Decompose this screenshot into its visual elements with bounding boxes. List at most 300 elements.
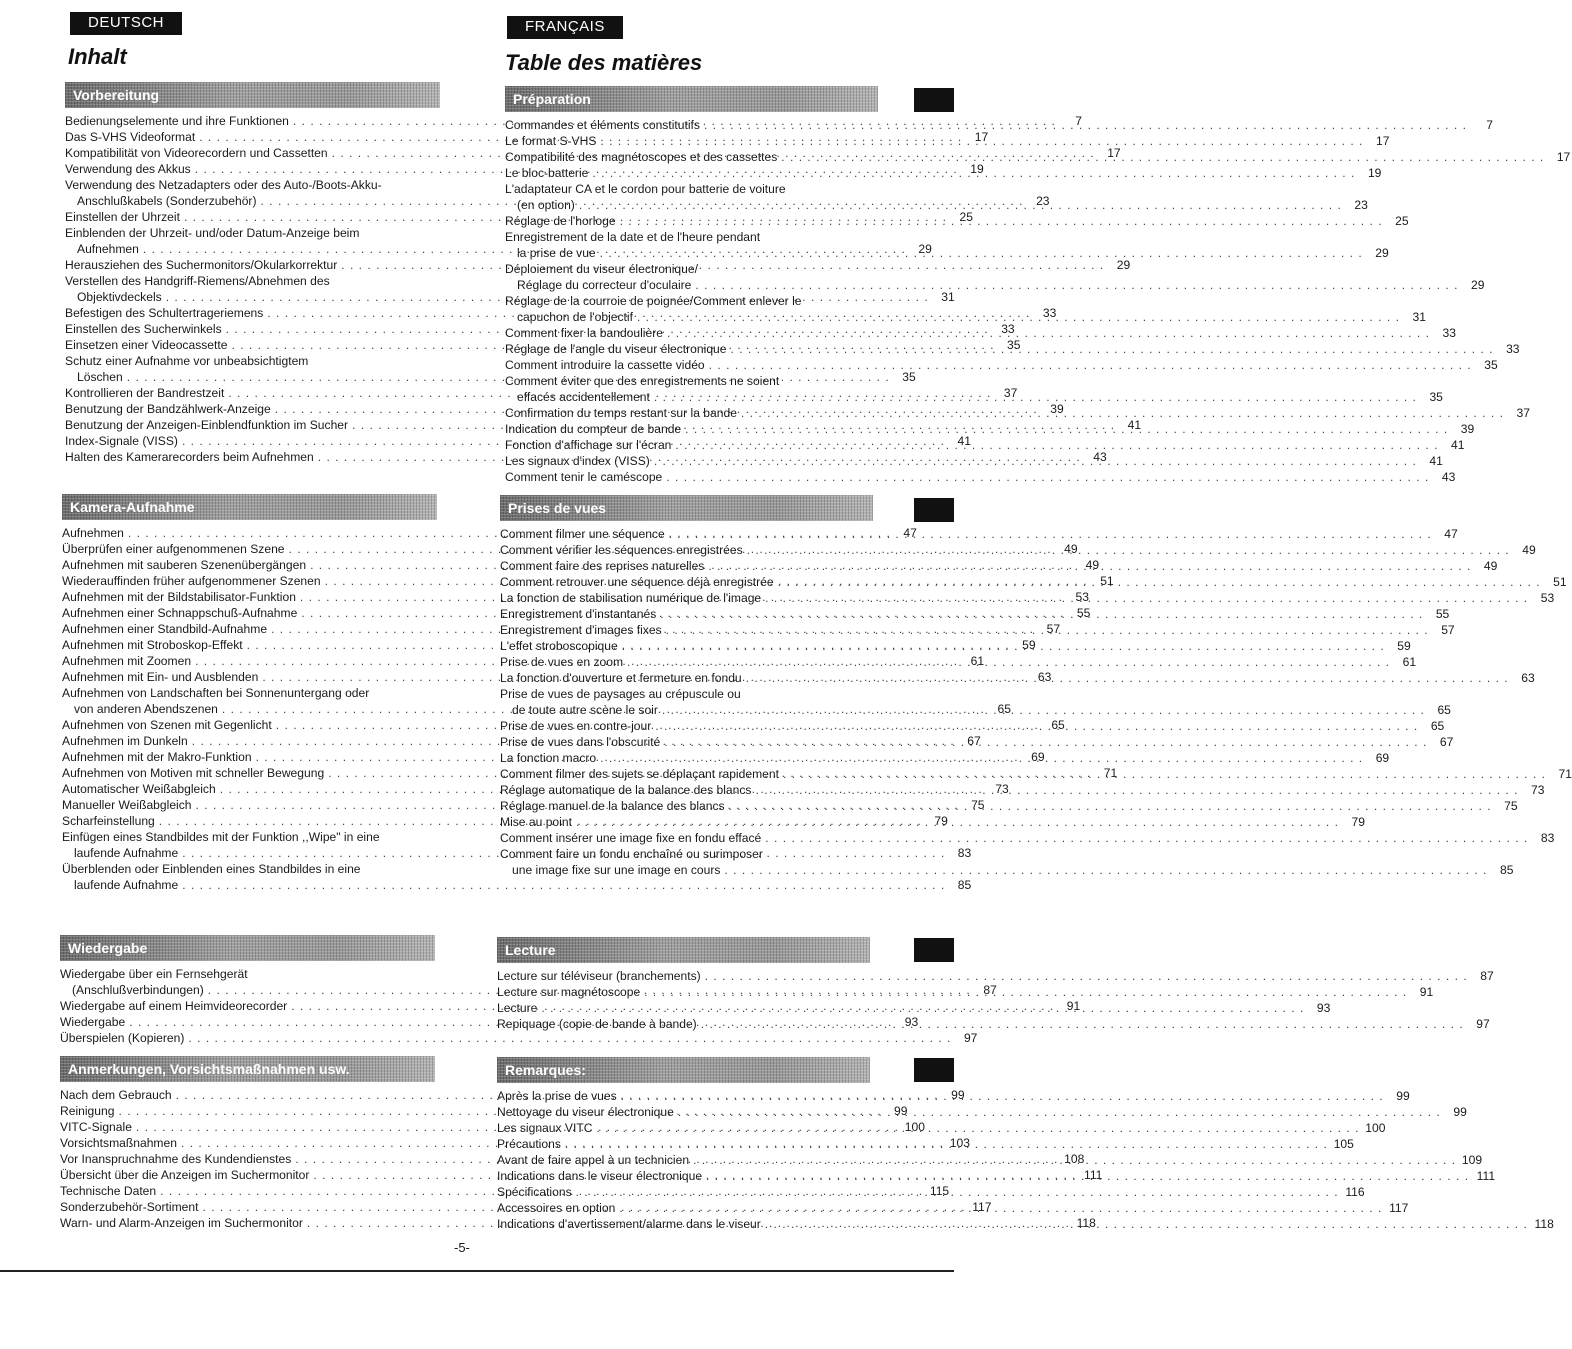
dot-leader: [724, 862, 1487, 878]
dot-leader: [182, 877, 945, 893]
toc-entry-page: 33: [1001, 322, 1015, 336]
toc-entry-title: de toute autre scène le soir: [512, 703, 658, 717]
toc-entry-title: Aufnehmen einer Standbild-Aufnahme: [62, 622, 268, 636]
toc-entry: [500, 526, 1458, 542]
toc-entry-page: 55: [1076, 606, 1091, 620]
toc-entry-page: 59: [1397, 639, 1411, 653]
toc-entry: [497, 1120, 1386, 1136]
toc-entry-page: 103: [949, 1136, 970, 1150]
dot-leader: [709, 357, 1472, 373]
toc-entry-title: Einblenden der Uhrzeit- und/oder Datum-Anzeige beim: [65, 226, 360, 240]
toc-entry-page: 35: [902, 370, 916, 384]
toc-entry: [505, 197, 1368, 213]
toc-entry-title: Lecture: [497, 1001, 538, 1015]
toc-entry-page: 65: [1430, 719, 1445, 733]
toc-entry: [62, 861, 437, 877]
toc-entry-page: 57: [1046, 622, 1061, 636]
toc-entry-page: 111: [1084, 1168, 1103, 1182]
dot-leader: [783, 766, 1546, 782]
toc-entry-title: Comment faire un fondu enchaîné ou surimposer: [500, 847, 763, 861]
dot-leader: [675, 437, 1438, 453]
toc-entry-title: Déploiement du viseur électronique/: [505, 262, 698, 276]
toc-entry: [505, 261, 878, 277]
toc-entry-title: Benutzung der Bandzählwerk-Anzeige: [65, 402, 271, 416]
toc-entry: [497, 1216, 1554, 1232]
language-tag-german: DEUTSCH: [70, 12, 182, 35]
toc-entry-page: 35: [1484, 358, 1498, 372]
toc-entry-title: Compatibilité des magnétoscopes et des cassettes: [505, 150, 778, 164]
toc-entry-page: 83: [957, 846, 972, 860]
dot-leader: [669, 526, 1432, 542]
toc-entry: [505, 181, 878, 197]
toc-entry-page: 69: [1031, 750, 1045, 764]
toc-entry: [500, 782, 1545, 798]
toc-entry: [62, 685, 437, 701]
edge-tab-marker: [914, 938, 954, 962]
toc-entry-page: 118: [1534, 1217, 1554, 1231]
toc-entry: [500, 750, 1390, 766]
edge-tab-marker: [914, 1058, 954, 1082]
toc-entry-title: Überprüfen einer aufgenommenen Szene: [62, 542, 285, 556]
toc-entry-page: 41: [957, 434, 971, 448]
section-header: Prises de vues: [500, 495, 873, 521]
toc-entry-title: Warn- und Alarm-Anzeigen im Suchermonitor: [60, 1216, 303, 1230]
toc-entry-page: 109: [1461, 1153, 1483, 1167]
toc-entry-title: Verwendung des Akkus: [65, 162, 191, 176]
dot-leader: [576, 1184, 1339, 1200]
toc-entry-title: Wiedergabe: [60, 1015, 126, 1029]
toc-entry: [500, 862, 1514, 878]
toc-entry: [497, 1200, 1409, 1216]
toc-entry-title: Prise de vues en zoom: [500, 655, 624, 669]
toc-entry-title: Aufnehmen im Dunkeln: [62, 734, 188, 748]
toc-entry-title: Les signaux VITC: [497, 1121, 593, 1135]
toc-entry-title: Nach dem Gebrauch: [60, 1088, 172, 1102]
dot-leader: [654, 389, 1417, 405]
toc-entry-page: 57: [1441, 623, 1455, 637]
toc-entry-title: Herausziehen des Suchermonitors/Okularkorrektur: [65, 258, 338, 272]
toc-entry-title: Einsetzen einer Videocassette: [65, 338, 228, 352]
toc-entry-title: Avant de faire appel à un technicien: [497, 1153, 690, 1167]
toc-entry-page: 111: [1476, 1169, 1496, 1183]
toc-entry: [505, 293, 878, 309]
toc-entry-title: Halten des Kamerarecorders beim Aufnehmen: [65, 450, 314, 464]
dot-leader: [664, 734, 1427, 750]
toc-entry-title: Repiquage (copie de bande à bande): [497, 1017, 697, 1031]
dot-leader: [622, 638, 1385, 654]
toc-entry-title: Indications dans le viseur électronique: [497, 1169, 703, 1183]
toc-entry-page: 35: [1007, 338, 1021, 352]
toc-entry-title: Bedienungselemente und ihre Funktionen: [65, 114, 289, 128]
toc-entry-title: Reinigung: [60, 1104, 115, 1118]
toc-entry-page: 61: [970, 654, 985, 668]
toc-entry-page: 39: [1460, 422, 1475, 436]
toc-entry-page: 91: [1419, 985, 1434, 999]
toc-entry-page: 49: [1483, 559, 1498, 573]
toc-entry-title: Prise de vues de paysages au crépuscule ou: [500, 687, 741, 701]
dot-leader: [765, 1216, 1528, 1232]
toc-entry-page: 49: [1522, 543, 1536, 557]
toc-entry: [500, 670, 1535, 686]
page-title-german: Inhalt: [68, 44, 127, 69]
toc-entry-title: (Anschlußverbindungen): [72, 983, 204, 997]
page-title-french: Table des matières: [505, 50, 703, 75]
dot-leader: [731, 341, 1494, 357]
dot-leader: [600, 133, 1363, 149]
toc-entry-title: Prise de vues en contre-jour: [500, 719, 652, 733]
toc-entry-title: Aufnehmen mit der Bildstabilisator-Funktion: [62, 590, 296, 604]
toc-entry-page: 67: [1439, 735, 1454, 749]
dot-leader: [705, 968, 1468, 984]
toc-entry-title: Réglage manuel de la balance des blancs: [500, 799, 725, 813]
toc-entry: [505, 165, 1382, 181]
toc-entry: [500, 606, 1450, 622]
toc-entry-title: Précautions: [497, 1137, 561, 1151]
toc-entry-title: Das S-VHS Videoformat: [65, 130, 196, 144]
toc-entry-page: 115: [929, 1184, 950, 1198]
toc-entry-title: Comment insérer une image fixe en fondu effacé: [500, 831, 762, 845]
section-header: Vorbereitung: [65, 82, 440, 108]
toc-entry-title: Manueller Weißabgleich: [62, 798, 192, 812]
toc-entry-title: une image fixe sur une image en cours: [512, 863, 721, 877]
toc-entry-page: 100: [904, 1120, 925, 1134]
toc-entry-title: la prise de vue: [517, 246, 596, 260]
toc-entry-title: Lecture sur magnétoscope: [497, 985, 641, 999]
toc-entry-page: 53: [1540, 591, 1555, 605]
toc-entry: [500, 622, 1455, 638]
toc-entry-title: Aufnehmen mit sauberen Szenenübergängen: [62, 558, 307, 572]
toc-entry-title: Comment vérifier les séquences enregistrées: [500, 543, 743, 557]
toc-entry-page: 37: [1003, 386, 1018, 400]
bottom-rule: [0, 1270, 954, 1272]
toc-entry-title: Wiedergabe auf einem Heimvideorecorder: [60, 999, 288, 1013]
dot-leader: [620, 213, 1383, 229]
toc-entry: [500, 574, 1567, 590]
toc-entry: [60, 1030, 978, 1046]
toc-entry-page: 7: [1075, 114, 1082, 128]
toc-entry-title: Anschlußkabels (Sonderzubehör): [77, 194, 257, 208]
dot-leader: [660, 606, 1423, 622]
toc-entry-title: L'adaptateur CA et le cordon pour batterie de voiture: [505, 182, 786, 196]
toc-entry-page: 73: [1531, 783, 1545, 797]
toc-entry-page: 23: [1354, 198, 1368, 212]
toc-entry-title: Accessoires en option: [497, 1201, 616, 1215]
toc-entry: [500, 718, 1445, 734]
page-number: -5-: [454, 1240, 470, 1255]
toc-entry-page: 67: [967, 734, 981, 748]
toc-entry-page: 29: [918, 242, 932, 256]
toc-entry: [65, 273, 440, 289]
toc-entry-title: Aufnehmen von Motiven mit schneller Bewegung: [62, 766, 325, 780]
toc-entry-page: 71: [1103, 766, 1118, 780]
toc-entry: [497, 968, 1494, 984]
toc-entry-title: Le format S-VHS: [505, 134, 597, 148]
toc-entry-title: Verstellen des Handgriff-Riemens/Abnehmen des: [65, 274, 330, 288]
toc-entry-title: Après la prise de vues: [497, 1089, 617, 1103]
toc-entry-page: 73: [995, 782, 1009, 796]
toc-entry-title: Befestigen des Schultertrageriemens: [65, 306, 264, 320]
toc-entry-title: Aufnehmen mit Stroboskop-Effekt: [62, 638, 243, 652]
toc-entry-page: 35: [1429, 390, 1443, 404]
toc-entry-title: Comment filmer des sujets se déplaçant rapidement: [500, 767, 779, 781]
toc-entry-page: 100: [1365, 1121, 1386, 1135]
toc-entry-title: Aufnehmen: [77, 242, 139, 256]
toc-entry-page: 29: [1116, 258, 1131, 272]
toc-entry-page: 47: [1444, 527, 1458, 541]
toc-entry-title: Commandes et éléments constitutifs: [505, 118, 700, 132]
toc-entry-page: 63: [1037, 670, 1052, 684]
dot-leader: [596, 1120, 1359, 1136]
dot-leader: [579, 197, 1342, 213]
toc-entry-title: Technische Daten: [60, 1184, 157, 1198]
dot-leader: [654, 453, 1417, 469]
toc-entry: [500, 702, 1451, 718]
toc-entry: [505, 437, 1465, 453]
toc-entry-page: 87: [983, 983, 997, 997]
edge-tab-marker: [914, 498, 954, 522]
section-header: Anmerkungen, Vorsichtsmaßnahmen usw.: [60, 1056, 435, 1082]
toc-entry-page: 65: [1051, 718, 1065, 732]
toc-entry-page: 51: [1100, 574, 1114, 588]
dot-leader: [708, 558, 1471, 574]
toc-entry: [505, 229, 878, 245]
toc-entry-title: Einstellen der Uhrzeit: [65, 210, 180, 224]
toc-entry: [505, 469, 1456, 485]
dot-leader: [576, 814, 1339, 830]
toc-entry-title: Fonction d'affichage sur l'écran: [505, 438, 672, 452]
toc-entry-page: 116: [1345, 1185, 1365, 1199]
toc-entry-title: Réglage de l'angle du viseur électronique: [505, 342, 727, 356]
toc-entry-page: 118: [1076, 1216, 1096, 1230]
toc-entry: [65, 177, 440, 193]
toc-entry-page: 93: [904, 1015, 919, 1029]
toc-entry-title: Wiedergabe über ein Fernsehgerät: [60, 967, 248, 981]
toc-entry-page: 41: [1127, 418, 1142, 432]
toc-entry-page: 17: [974, 130, 989, 144]
dot-leader: [746, 670, 1509, 686]
toc-entry-title: Benutzung der Anzeigen-Einblendfunktion im Sucher: [65, 418, 349, 432]
toc-entry-page: 63: [1521, 671, 1535, 685]
toc-entry: [500, 542, 1536, 558]
toc-entry-page: 17: [1375, 134, 1390, 148]
toc-entry-page: 33: [1506, 342, 1520, 356]
toc-entry-title: laufende Aufnahme: [74, 846, 179, 860]
dot-leader: [778, 574, 1541, 590]
toc-entry-title: Prise de vues dans l'obscurité: [500, 735, 661, 749]
toc-entry: [500, 830, 1555, 846]
toc-entry-title: Scharfeinstellung: [62, 814, 155, 828]
dot-leader: [781, 149, 1544, 165]
toc-entry-page: 31: [941, 290, 955, 304]
toc-entry-title: Réglage automatique de la balance des blancs: [500, 783, 752, 797]
dot-leader: [662, 702, 1425, 718]
toc-entry-page: 41: [1429, 454, 1443, 468]
toc-entry: [500, 734, 1454, 750]
section-header: Wiedergabe: [60, 935, 435, 961]
toc-entry-title: Comment tenir le caméscope: [505, 470, 663, 484]
toc-entry-title: Comment fixer la bandoulière: [505, 326, 663, 340]
toc-entry-title: laufende Aufnahme: [74, 878, 179, 892]
toc-entry-page: 51: [1553, 575, 1567, 589]
dot-leader: [666, 469, 1429, 485]
toc-entry: [505, 213, 1409, 229]
dot-leader: [600, 245, 1363, 261]
toc-entry-page: 117: [1389, 1201, 1409, 1215]
toc-entry-page: 25: [1395, 214, 1409, 228]
toc-entry-page: 43: [1093, 450, 1107, 464]
section-header: Kamera-Aufnahme: [62, 494, 437, 520]
dot-leader: [655, 718, 1418, 734]
toc-entry-title: Réglage du correcteur d'oculaire: [517, 278, 692, 292]
toc-entry-title: Le bloc-batterie: [505, 166, 589, 180]
toc-entry-page: 31: [1412, 310, 1426, 324]
toc-entry-page: 99: [1453, 1105, 1467, 1119]
toc-entry-title: Comment éviter que des enregistrements ne soient: [505, 374, 780, 388]
toc-entry-title: VITC-Signale: [60, 1120, 132, 1134]
toc-entry-page: 83: [1540, 831, 1555, 845]
toc-entry-page: 19: [970, 162, 984, 176]
toc-entry-title: Enregistrement d'images fixes: [500, 623, 662, 637]
toc-entry: [497, 1168, 1496, 1184]
toc-entry-page: 99: [894, 1104, 908, 1118]
toc-entry-title: Kompatibilität von Videorecordern und Cassetten: [65, 146, 328, 160]
toc-entry-title: La fonction de stabilisation numérique de l'image: [500, 591, 762, 605]
toc-entry-title: Confirmation du temps restant sur la bande: [505, 406, 737, 420]
toc-entry-title: Vor Inanspruchnahme des Kundendienstes: [60, 1152, 292, 1166]
toc-entry: [500, 558, 1498, 574]
dot-leader: [592, 165, 1355, 181]
dot-leader: [755, 782, 1518, 798]
toc-entry-page: 29: [1375, 246, 1389, 260]
dot-leader: [704, 117, 1467, 133]
dot-leader: [667, 325, 1430, 341]
toc-entry-title: Einstellen des Sucherwinkels: [65, 322, 222, 336]
toc-entry-page: 85: [957, 878, 972, 892]
toc-entry: [505, 357, 1498, 373]
toc-entry-page: 79: [1351, 815, 1365, 829]
dot-leader: [627, 654, 1390, 670]
toc-entry: [505, 245, 1389, 261]
toc-entry-title: Aufnehmen von Landschaften bei Sonnenuntergang oder: [62, 686, 370, 700]
toc-entry-page: 75: [1504, 799, 1518, 813]
toc-entry-page: 53: [1075, 590, 1089, 604]
dot-leader: [565, 1136, 1328, 1152]
toc-entry: [500, 654, 1417, 670]
toc-entry-page: 33: [1042, 306, 1057, 320]
toc-entry-page: 105: [1333, 1137, 1354, 1151]
toc-entry-page: 65: [997, 702, 1011, 716]
toc-entry-title: Löschen: [77, 370, 123, 384]
toc-entry-title: Verwendung des Netzadapters oder des Auto-/Boots-Akku-: [65, 178, 382, 192]
toc-entry-page: 65: [1437, 703, 1451, 717]
toc-entry-title: Lecture sur téléviseur (branchements): [497, 969, 701, 983]
toc-entry: [500, 766, 1572, 782]
dot-leader: [188, 1030, 951, 1046]
toc-entry-title: Aufnehmen mit der Makro-Funktion: [62, 750, 252, 764]
toc-entry-title: La fonction macro: [500, 751, 597, 765]
toc-entry: [505, 149, 1571, 165]
toc-entry: [500, 686, 873, 702]
dot-leader: [621, 1088, 1384, 1104]
toc-entry-page: 79: [934, 814, 948, 828]
toc-section-preparation: [505, 86, 1571, 485]
toc-entry-title: Vorsichtsmaßnahmen: [60, 1136, 177, 1150]
toc-entry-page: 59: [1022, 638, 1036, 652]
toc-entry-page: 93: [1316, 1001, 1331, 1015]
toc-entry-title: Überspielen (Kopieren): [60, 1031, 185, 1045]
edge-tab-marker: [914, 88, 954, 112]
toc-entry-title: Nettoyage du viseur électronique: [497, 1105, 674, 1119]
toc-entry-title: Schutz einer Aufnahme vor unbeabsichtigtem: [65, 354, 309, 368]
toc-entry-page: 7: [1486, 118, 1493, 132]
toc-entry-title: Comment retrouver une séquence déjà enregistrée: [500, 575, 774, 589]
section-header: Préparation: [505, 86, 878, 112]
toc-entry: [505, 117, 1493, 133]
toc-entry: [497, 1104, 1467, 1120]
toc-entry-title: (en option): [517, 198, 575, 212]
toc-entry-title: Objektivdeckels: [77, 290, 162, 304]
dot-leader: [644, 984, 1407, 1000]
dot-leader: [685, 421, 1448, 437]
toc-entry-title: Aufnehmen: [62, 526, 124, 540]
dot-leader: [765, 590, 1528, 606]
toc-entry-page: 25: [959, 210, 973, 224]
toc-entry-page: 29: [1470, 278, 1485, 292]
toc-entry-title: Indications d'avertissement/alarme dans le viseur: [497, 1217, 761, 1231]
toc-entry-title: Réglage de la courroie de poignée/Comment enlever le: [505, 294, 802, 308]
toc-entry-page: 17: [1107, 146, 1121, 160]
toc-entry-title: Automatischer Weißabgleich: [62, 782, 216, 796]
toc-entry-page: 49: [1064, 542, 1078, 556]
toc-entry-page: 17: [1556, 150, 1571, 164]
toc-entry-page: 61: [1402, 655, 1417, 669]
toc-entry: [500, 638, 1411, 654]
toc-entry-title: Sonderzubehör-Sortiment: [60, 1200, 199, 1214]
dot-leader: [765, 830, 1528, 846]
toc-entry: [500, 846, 873, 862]
toc-entry: [505, 325, 1456, 341]
toc-entry: [65, 353, 440, 369]
toc-entry-page: 71: [1558, 767, 1572, 781]
section-header: Remarques:: [497, 1057, 870, 1083]
toc-entry-title: capuchon de l'objectif: [517, 310, 633, 324]
section-header: Lecture: [497, 937, 870, 963]
dot-leader: [701, 1016, 1464, 1032]
dot-leader: [729, 798, 1492, 814]
dot-leader: [706, 1168, 1469, 1184]
toc-entry-page: 87: [1480, 969, 1494, 983]
toc-entry-title: effacés accidentellement: [517, 390, 650, 404]
toc-entry-title: Comment faire des reprises naturelles: [500, 559, 705, 573]
toc-entry: [500, 798, 1518, 814]
toc-entry-page: 37: [1516, 406, 1530, 420]
toc-entry-page: 85: [1499, 863, 1514, 877]
toc-entry: [505, 373, 878, 389]
toc-entry-title: Enregistrement d'instantanés: [500, 607, 657, 621]
toc-entry-title: Spécifications: [497, 1185, 572, 1199]
toc-entry: [505, 277, 1485, 293]
toc-entry-title: Aufnehmen einer Schnappschuß-Aufnahme: [62, 606, 298, 620]
toc-entry-title: Kontrollieren der Bandrestzeit: [65, 386, 225, 400]
toc-entry-title: Enregistrement de la date et de l'heure pendant: [505, 230, 761, 244]
toc-entry-page: 55: [1435, 607, 1450, 621]
toc-entry-title: Übersicht über die Anzeigen im Suchermonitor: [60, 1168, 310, 1182]
toc-entry: [500, 590, 1555, 606]
dot-leader: [637, 309, 1400, 325]
toc-entry-title: Indication du compteur de bande: [505, 422, 682, 436]
toc-entry-page: 19: [1367, 166, 1382, 180]
language-tag-french: FRANÇAIS: [507, 16, 623, 39]
